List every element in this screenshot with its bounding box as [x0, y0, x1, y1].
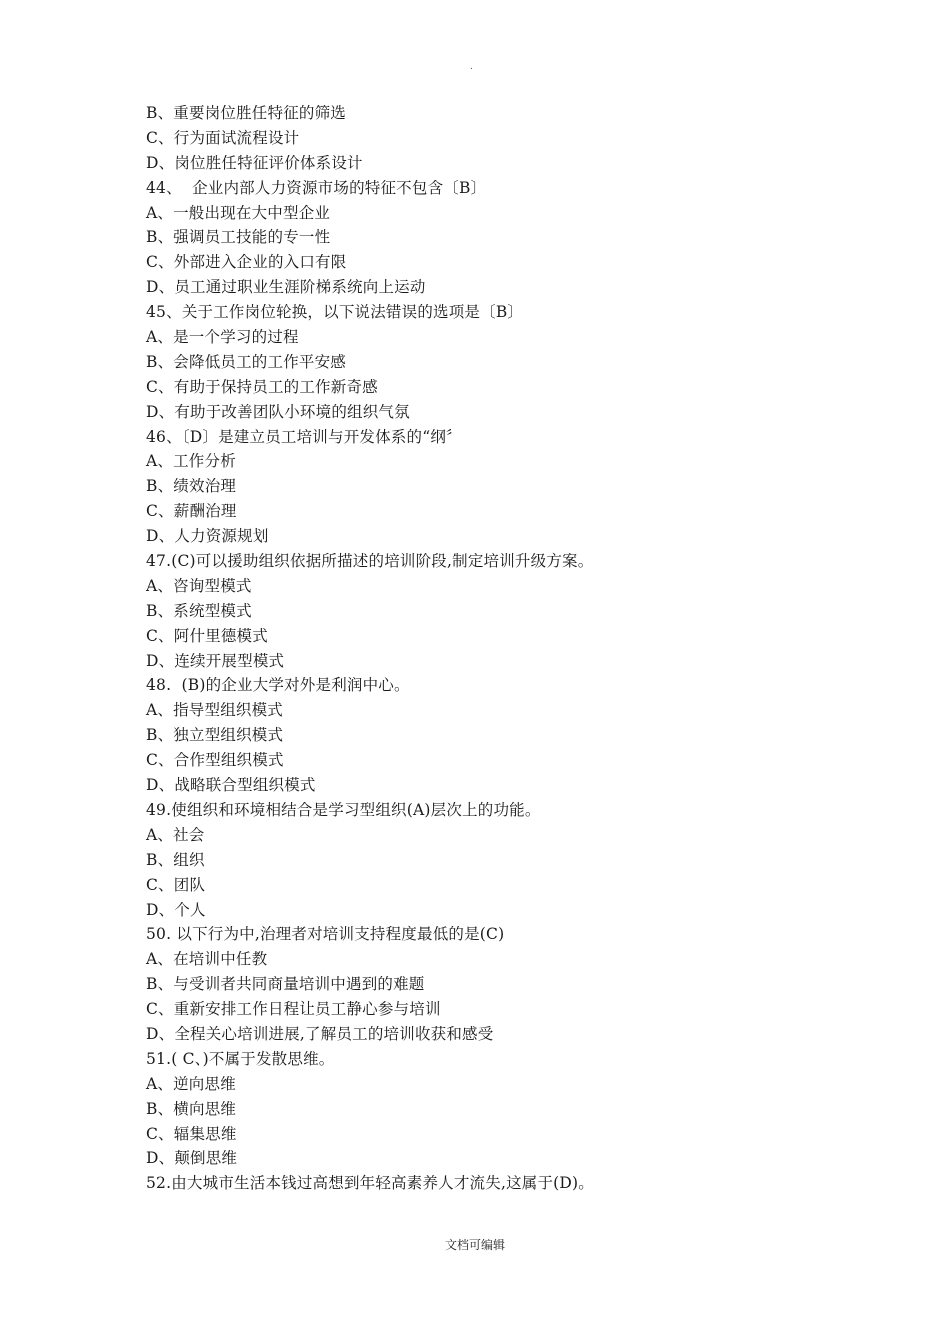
option-line: B、绩效治理: [146, 477, 237, 496]
text-line: B、重要岗位胜任特征的筛选: [146, 104, 346, 122]
option-line: D、员工通过职业生涯阶梯系统向上运动: [146, 278, 426, 297]
text-line: C、行为面试流程设计: [146, 128, 300, 147]
option-line: D、有助于改善团队小环境的组织气氛: [146, 402, 410, 421]
question-46: 46、〔D〕是建立员工培训与开发体系的“纲〞: [146, 427, 462, 446]
option-line: A、是一个学习的过程: [146, 328, 299, 347]
document-body: [146, 101, 846, 1196]
option-line: C、重新安排工作日程让员工静心参与培训: [146, 1000, 441, 1019]
question-44: 44、 企业内部人力资源市场的特征不包含〔B〕: [146, 178, 487, 197]
option-line: B、系统型模式: [146, 601, 252, 620]
page-footer: 文档可编辑: [444, 1238, 505, 1252]
question-47: 47.(C)可以援助组织依据所描述的培训阶段,制定培训升级方案。: [146, 552, 594, 571]
option-line: A、社会: [146, 825, 205, 844]
option-line: C、阿什里德模式: [146, 626, 268, 645]
option-line: A、指导型组织模式: [146, 701, 283, 720]
header-mark: .: [470, 62, 473, 72]
question-49: 49.使组织和环境相结合是学习型组织(A)层次上的功能。: [146, 800, 541, 819]
option-line: C、团队: [146, 875, 206, 894]
option-line: A、工作分析: [146, 452, 236, 471]
option-line: C、辐集思维: [146, 1124, 237, 1143]
question-48: 48. (B)的企业大学对外是利润中心。: [146, 676, 410, 695]
option-line: D、人力资源规划: [146, 527, 269, 546]
option-line: A、在培训中任教: [146, 950, 268, 969]
option-line: A、逆向思维: [146, 1074, 236, 1093]
option-line: A、一般出现在大中型企业: [146, 203, 331, 222]
option-line: B、横向思维: [146, 1099, 237, 1118]
option-line: B、与受训者共同商量培训中遇到的难题: [146, 975, 425, 994]
text-line: D、岗位胜任特征评价体系设计: [146, 153, 363, 172]
option-line: B、独立型组织模式: [146, 726, 284, 745]
option-line: D、个人: [146, 900, 206, 919]
question-51: 51.( C、)不属于发散思维。: [146, 1049, 335, 1068]
option-line: D、颠倒思维: [146, 1149, 238, 1168]
option-line: D、连续开展型模式: [146, 651, 285, 670]
question-52: 52.由大城市生活本钱过高想到年轻高素养人才流失,这属于(D)。: [146, 1174, 595, 1193]
question-45: 45、关于工作岗位轮换，以下说法错误的选项是〔B〕: [146, 303, 524, 322]
option-line: B、会降低员工的工作平安感: [146, 352, 346, 371]
option-line: C、有助于保持员工的工作新奇感: [146, 377, 378, 396]
question-50: 50. 以下行为中,治理者对培训支持程度最低的是(C): [146, 925, 505, 944]
option-line: B、强调员工技能的专一性: [146, 228, 331, 247]
option-line: B、组织: [146, 850, 205, 869]
option-line: A、咨询型模式: [146, 576, 252, 595]
option-line: C、外部进入企业的入口有限: [146, 253, 347, 272]
option-line: C、合作型组织模式: [146, 751, 284, 770]
option-line: D、全程关心培训进展,了解员工的培训收获和感受: [146, 1024, 494, 1043]
option-line: C、薪酬治理: [146, 502, 237, 521]
option-line: D、战略联合型组织模式: [146, 776, 316, 795]
